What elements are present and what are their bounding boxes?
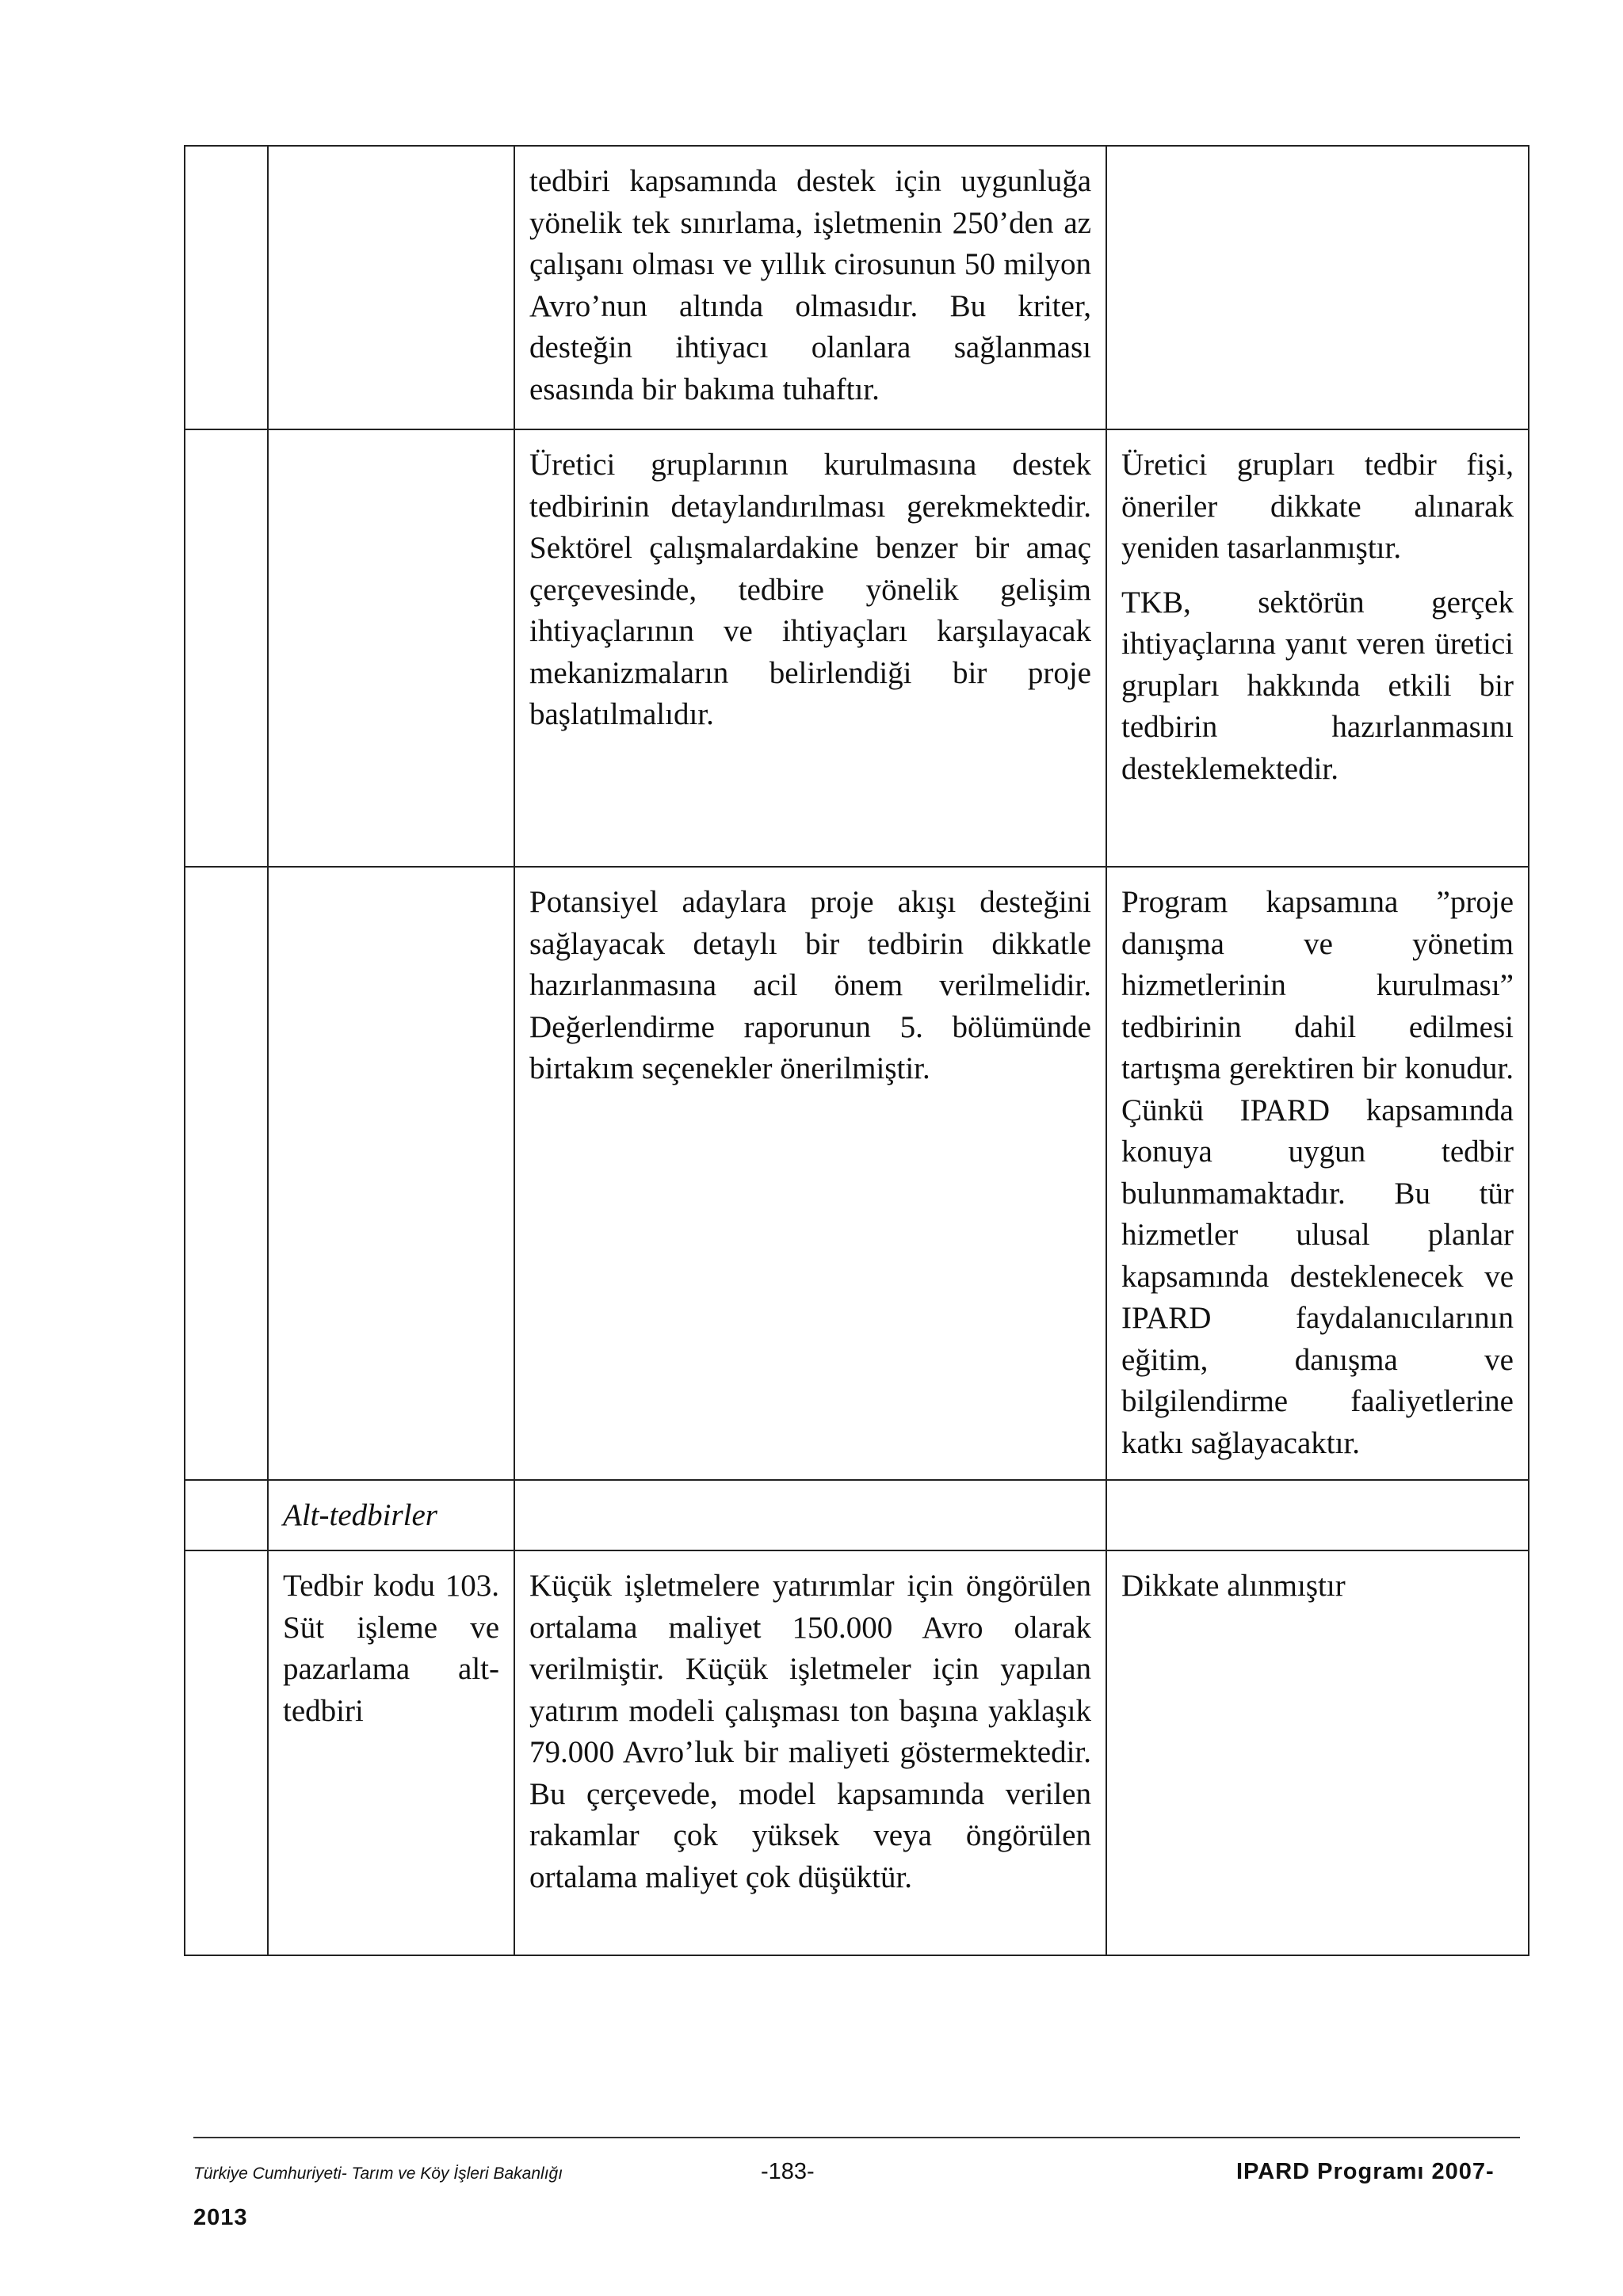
cell-paragraph: Program kapsamına ”proje danışma ve yönetim hizmetlerinin kurulması” tedbirinin dahil edilmesi tartışma gerektiren bir konudur. Çünkü IPARD kapsamında konuya uygun tedbir bulunmamaktadır. Bu tür hizmetler ulusal planlar kapsamında desteklenecek ve IPARD faydalanıcılarının eğitim, danışma ve bilgilendirme faaliyetlerine katkı sağlayacaktır. [1121,885,1514,1460]
footer-program: IPARD Programı 2007- [1236,2159,1495,2184]
table-cell-index [185,1550,268,1955]
cell-paragraph: Potansiyel adaylara proje akışı desteğini sağlayacak detaylı bir tedbirin dikkatle hazırlanmasına acil önem verilmelidir. Değerlendirme raporunun 5. bölümünde birtakım seçenekler önerilmiştir. [529,885,1091,1085]
footer-year: 2013 [193,2205,248,2230]
table-row [185,1550,1529,1955]
page-number: -183- [761,2159,815,2184]
footer-divider [193,2137,1520,2138]
table-cell-measure: Tedbir kodu 103. Süt işleme ve pazarlama alt-tedbiri [268,1550,514,1955]
subsection-label: Alt-tedbirler [268,1480,514,1550]
table-cell-response [1106,429,1529,867]
footer-ministry: Türkiye Cumhuriyeti- Tarım ve Köy İşleri Bakanlığı [193,2164,563,2183]
table-cell-index [185,1480,268,1550]
table-cell-measure [268,429,514,867]
table-cell-response [1106,867,1529,1480]
table-cell-response [1106,1480,1529,1550]
table-cell-measure [268,867,514,1480]
table-row [185,429,1529,867]
table-cell-response [1106,1550,1529,1955]
table-row [185,867,1529,1480]
cell-paragraph: Üretici gruplarının kurulmasına destek tedbirinin detaylandırılması gerekmektedir. Sektörel çalışmalardakine benzer bir amaç çerçevesinde, tedbire yönelik gelişim ihtiyaçlarının ve ihtiyaçları karşılayacak mekanizmaların belirlendiği bir proje başlatılmalıdır. [529,448,1091,731]
table-cell-index [185,867,268,1480]
table-cell-recommendation [514,429,1106,867]
table-cell-response [1106,146,1529,429]
table-cell-index [185,429,268,867]
cell-paragraph: Üretici grupları tedbir fişi, öneriler dikkate alınarak yeniden tasarlanmıştır. [1121,448,1514,565]
table-cell-measure [268,146,514,429]
table-cell-index [185,146,268,429]
table-cell-recommendation [514,867,1106,1480]
table-row [185,1480,1529,1550]
table-cell-recommendation [514,1550,1106,1955]
cell-paragraph: tedbiri kapsamında destek için uygunluğa yönelik tek sınırlama, işletmenin 250’den az çalışanı olması ve yıllık cirosunun 50 milyon Avro’nun altında olmasıdır. Bu kriter, desteğin ihtiyacı olanlara sağlanması esasında bir bakıma tuhaftır. [529,164,1091,406]
cell-paragraph: TKB, sektörün gerçek ihtiyaçlarına yanıt veren üretici grupları hakkında etkili bir tedbirin hazırlanmasını desteklemektedir. [1121,585,1514,786]
table-cell-recommendation [514,1480,1106,1550]
evaluation-table [184,145,1529,1956]
cell-paragraph: Küçük işletmelere yatırımlar için öngörülen ortalama maliyet 150.000 Avro olarak verilmiştir. Küçük işletmeler için yapılan yatırım modeli çalışması ton başına yaklaşık 79.000 Avro’luk bir maliyeti göstermektedir. Bu çerçevede, model kapsamında verilen rakamlar çok yüksek veya öngörülen ortalama maliyet çok düşüktür. [529,1569,1091,1894]
cell-paragraph: Dikkate alınmıştır [1121,1569,1346,1603]
table-cell-recommendation [514,146,1106,429]
table-row [185,146,1529,429]
